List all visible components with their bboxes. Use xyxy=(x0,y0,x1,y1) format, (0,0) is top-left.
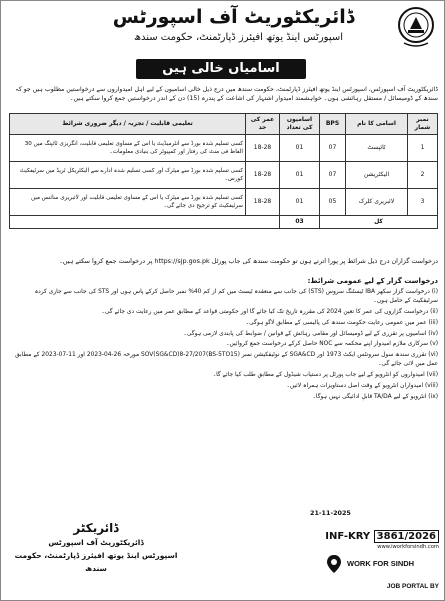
condition-item: (ix) انٹرویو کے لیے TA/DA قابلِ ادائیگی نہیں ہوگا۔ xyxy=(312,393,438,400)
reference-prefix: INF-KRY xyxy=(325,531,371,542)
work-for-sindh-logo xyxy=(311,553,439,579)
cell-count: 01 xyxy=(280,135,320,162)
condition-item: (iii) عمر میں عمومی رعایت حکومت سندھ کی پالیسی کے مطابق لاگو ہوگی۔ xyxy=(245,319,438,326)
total-label: کل xyxy=(320,216,438,229)
cell-qualification: کسی تسلیم شدہ بورڈ سے میٹرک یا اس کے مساوی تعلیمی قابلیت اور لائبریری سائنس میں سرٹیفکیٹ کو ترجیح دی جائے گی۔ xyxy=(10,189,246,216)
cell-age: 18-28 xyxy=(246,162,280,189)
reference-code: 3861/2026 xyxy=(374,530,439,543)
intro-paragraph: ڈائریکٹوریٹ آف اسپورٹس، اسپورٹس اینڈ یوتھ افیئرز ڈپارٹمنٹ، حکومت سندھ میں درج ذیل خالی اسامیوں کے لیے اہل امیدواروں سے درخواستیں مطلوب ہیں جو کہ سندھ کے ڈومیسائل / مستقل رہائشی ہوں۔ خواہشمند امیدوار اشتہار کی اشاعت کے پندرہ (15) دن کے اندر درخواستیں جمع کروا سکتے ہیں۔ xyxy=(15,86,438,102)
department-subtitle: اسپورٹس اینڈ یوتھ افیئرز ڈپارٹمنٹ، حکومت سندھ xyxy=(133,32,343,43)
brand-name: WORK FOR SINDH xyxy=(347,559,415,568)
cell-bps: 05 xyxy=(320,189,346,216)
col-header-serial: نمبر شمار xyxy=(408,114,438,135)
table-row xyxy=(10,162,438,189)
cell-qualification: کسی تسلیم شدہ بورڈ سے میٹرک اور کسی تسلیم شدہ ادارے سے الیکٹریکل ٹریڈ میں سرٹیفکیٹ کورس۔ xyxy=(10,162,246,189)
condition-item: (v) سرکاری ملازم امیدوار اپنے محکمہ سے NOC حاصل کرکے درخواست جمع کروائیں۔ xyxy=(226,341,438,348)
cell-count: 01 xyxy=(280,162,320,189)
conditions-list xyxy=(9,288,438,404)
condition-item: (iv) اسامیوں پر تقرری کے لیے ڈومیسائل اور مقامی رہائش کے قوانین / ضوابط کی پابندی لازمی ہوگی۔ xyxy=(183,330,438,337)
cell-post: ٹائپسٹ xyxy=(346,135,408,162)
total-value: 03 xyxy=(280,216,320,229)
cell-age: 18-28 xyxy=(246,135,280,162)
conditions-heading: درخواست گزار کے لیے عمومی شرائط: xyxy=(307,277,438,285)
cell-post: الیکٹریشن xyxy=(346,162,408,189)
cell-serial: 3 xyxy=(408,189,438,216)
cell-serial: 1 xyxy=(408,135,438,162)
cell-bps: 07 xyxy=(320,135,346,162)
cell-serial: 2 xyxy=(408,162,438,189)
cell-bps: 07 xyxy=(320,162,346,189)
condition-item: (vi) تقرری سندھ سول سرونٹس ایکٹ 1973 اور SGA&CD کے نوٹیفکیشن نمبر SOV(SG&CD)8-27/207(BS-5TO15) مورخہ 26-04-2023 اور 11-07-2023 کے مطابق عمل میں لائی جائے گی۔ xyxy=(15,352,438,368)
signatory-department: اسپورٹس اینڈ یوتھ افیئرز ڈپارٹمنٹ، حکومت سندھ xyxy=(14,551,178,573)
vacancies-banner: اسامیاں خالی ہیں xyxy=(136,59,306,79)
col-header-count: اسامیوں کی تعداد xyxy=(280,114,320,135)
publication-date: 21-11-2025 xyxy=(310,509,351,517)
col-header-age: عمر کی حد xyxy=(246,114,280,135)
col-header-post: اسامی کا نام xyxy=(346,114,408,135)
col-header-bps: BPS xyxy=(320,114,346,135)
header xyxy=(7,5,440,57)
signatory-title: ڈائریکٹر xyxy=(73,521,119,535)
signatory-office: ڈائریکٹوریٹ آف اسپورٹس xyxy=(48,538,144,547)
cell-count: 01 xyxy=(280,189,320,216)
table-row xyxy=(10,135,438,162)
job-portal-label: JOB PORTAL BY xyxy=(386,583,439,590)
vacancies-table xyxy=(9,113,438,229)
total-filler xyxy=(10,216,280,229)
signature-block xyxy=(11,521,181,575)
condition-item: (viii) امیدواران انٹرویو کے وقت اصل دستاویزات ہمراہ لائیں۔ xyxy=(286,382,438,389)
condition-item: (i) درخواست گزار سکھر IBA ٹیسٹنگ سروس (STS) کی جانب سے منعقدہ ٹیسٹ میں کم از کم 40% نمبر حاصل کرکے پاس ہوں اور STS کی جانب سے جاری کردہ سرٹیفکیٹ کے حامل ہوں۔ xyxy=(34,289,438,305)
table-row xyxy=(10,189,438,216)
website-link[interactable]: www.iworkforsindh.com xyxy=(377,544,439,550)
department-title: ڈائریکٹوریٹ آف اسپورٹس xyxy=(112,6,355,28)
table-total-row xyxy=(10,216,438,229)
cell-post: لائبریری کلرک xyxy=(346,189,408,216)
sindh-government-seal-icon xyxy=(396,5,436,49)
apply-instructions: درخواست گزاران درج ذیل شرائط پر پورا اترتے ہوں تو حکومت سندھ کی جاب پورٹل https://sjp.gos.pk پر درخواست جمع کروا سکتے ہیں۔ xyxy=(59,257,438,265)
condition-item: (ii) درخواست گزاروں کی عمر کا تعین 2024 کی مقررہ تاریخ تک کیا جائے گا اور حکومتی قواعد کے مطابق عمر میں رعایت دی جائے گی۔ xyxy=(101,309,438,315)
col-header-qualification: تعلیمی قابلیت / تجربہ / دیگر ضروری شرائط xyxy=(10,114,246,135)
condition-item: (vii) امیدواروں کو انٹرویو کے لیے جاب پورٹل پر دستیاب شیڈول کے مطابق طلب کیا جائے گا۔ xyxy=(212,372,438,379)
cell-age: 18-28 xyxy=(246,189,280,216)
cell-qualification: کسی تسلیم شدہ بورڈ سے انٹرمیڈیٹ یا اس کے مساوی تعلیمی قابلیت، انگریزی ٹائپنگ میں 30 الفاظ فی منٹ کی رفتار اور کمپیوٹر کی بنیادی معلومات۔ xyxy=(10,135,246,162)
table-header-row xyxy=(10,114,438,135)
reference-number xyxy=(311,531,439,542)
map-pin-icon xyxy=(323,553,345,575)
